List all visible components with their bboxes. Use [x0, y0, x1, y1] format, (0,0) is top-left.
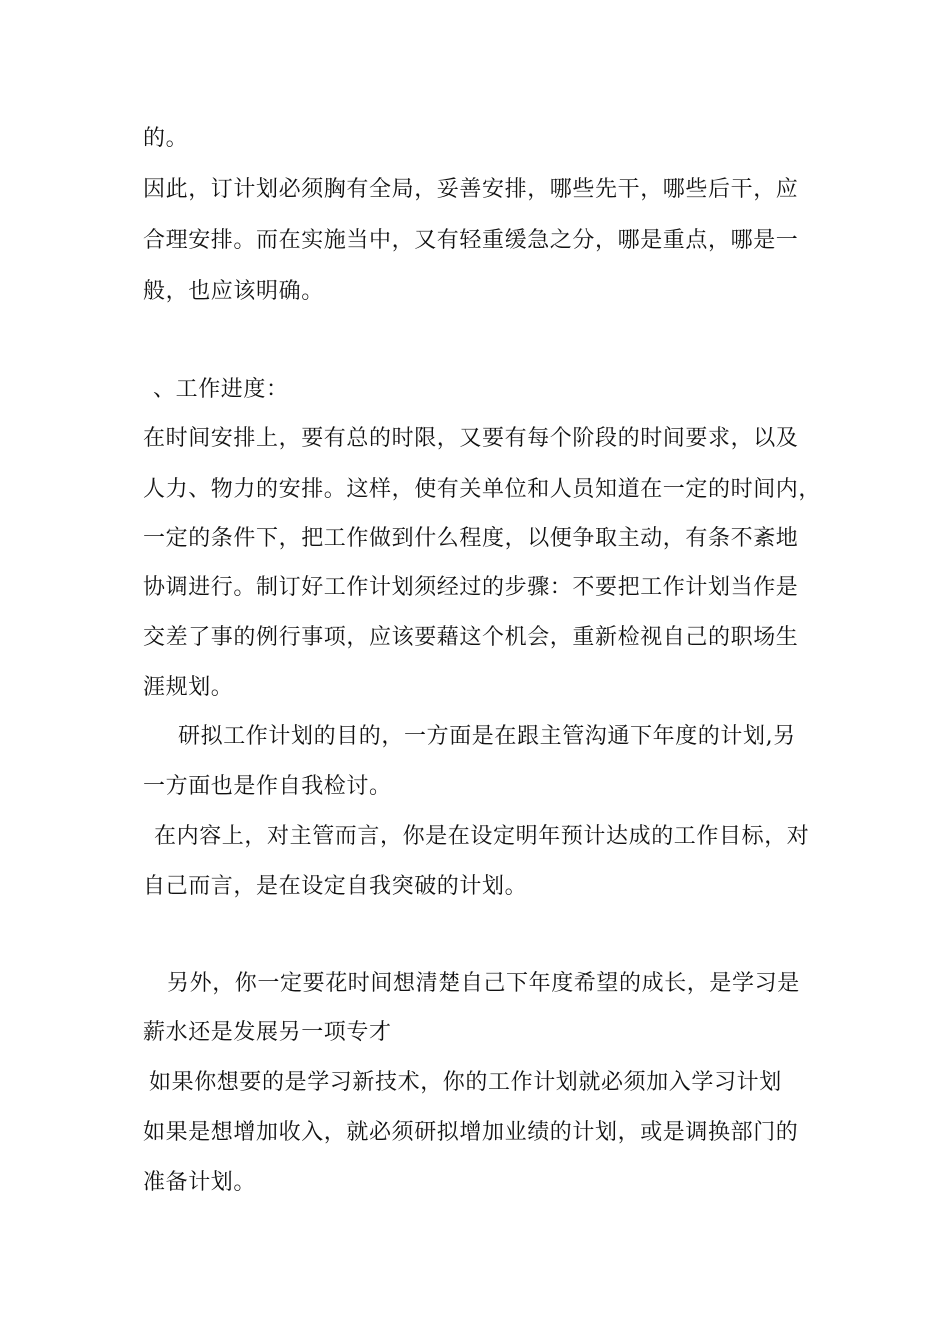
text-line: 一定的条件下，把工作做到什么程度，以便争取主动，有条不紊地 — [143, 526, 799, 551]
text-line: 因此，订计划必须胸有全局，妥善安排，哪些先干，哪些后干，应 — [143, 177, 799, 202]
text-line: 自己而言，是在设定自我突破的计划。 — [143, 874, 528, 899]
text-line: 如果是想增加收入，就必须研拟增加业绩的计划，或是调换部门的 — [143, 1120, 799, 1145]
text-line: 准备计划。 — [143, 1170, 257, 1195]
text-line: 合理安排。而在实施当中，又有轻重缓急之分，哪是重点，哪是一 — [143, 228, 799, 253]
text-line: 涯规划。 — [143, 675, 234, 700]
text-line: 薪水还是发展另一项专才 — [143, 1020, 392, 1045]
text-line: 人力、物力的安排。这样，使有关单位和人员知道在一定的时间内， — [143, 477, 822, 502]
section-heading: 、工作进度： — [153, 377, 289, 402]
text-line: 研拟工作计划的目的，一方面是在跟主管沟通下年度的计划,另 — [178, 724, 796, 749]
text-line: 在时间安排上，要有总的时限，又要有每个阶段的时间要求，以及 — [143, 426, 799, 451]
text-line: 在内容上，对主管而言，你是在设定明年预计达成的工作目标，对 — [154, 824, 810, 849]
text-line: 如果你想要的是学习新技术，你的工作计划就必须加入学习计划 — [149, 1070, 782, 1095]
text-line: 般，也应该明确。 — [143, 279, 324, 304]
text-line: 的。 — [143, 126, 189, 151]
text-line: 另外，你一定要花时间想清楚自己下年度希望的成长，是学习是 — [167, 971, 800, 996]
text-line: 交差了事的例行事项，应该要藉这个机会，重新检视自己的职场生 — [143, 625, 799, 650]
text-line: 协调进行。制订好工作计划须经过的步骤：不要把工作计划当作是 — [143, 575, 799, 600]
text-line: 一方面也是作自我检讨。 — [143, 774, 392, 799]
